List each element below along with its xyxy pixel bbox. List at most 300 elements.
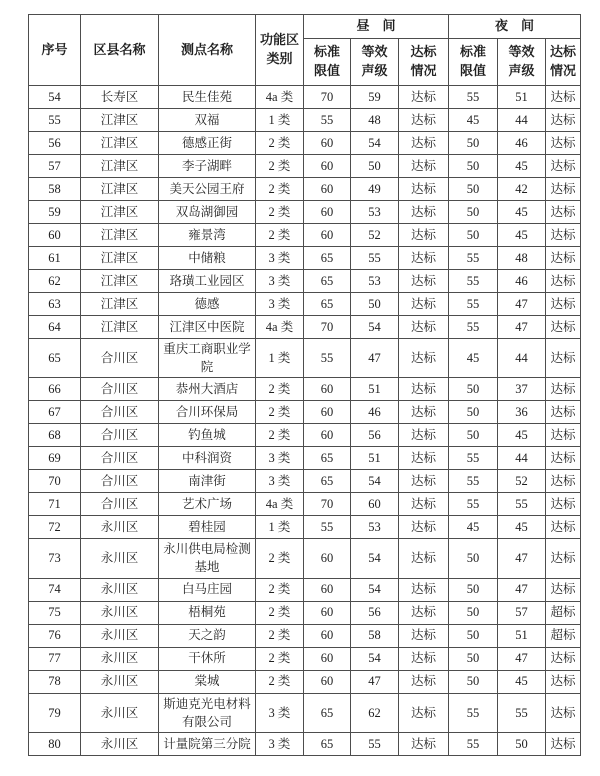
table-row xyxy=(29,647,581,670)
cell-day-limit: 70 xyxy=(304,86,351,109)
cell-day-level: 48 xyxy=(351,109,399,132)
cell-day-level: 60 xyxy=(351,493,399,516)
cell-day-status: 达标 xyxy=(399,470,449,493)
cell-site: 恭州大酒店 xyxy=(159,378,256,401)
cell-district: 江津区 xyxy=(81,316,159,339)
cell-night-limit: 55 xyxy=(449,447,498,470)
cell-category: 2 类 xyxy=(256,378,304,401)
cell-day-limit: 65 xyxy=(304,270,351,293)
cell-seq: 60 xyxy=(29,224,81,247)
header-night-level: 等效 声级 xyxy=(498,39,546,86)
table-row xyxy=(29,201,581,224)
cell-district: 合川区 xyxy=(81,424,159,447)
table-row xyxy=(29,86,581,109)
cell-site: 美天公园王府 xyxy=(159,178,256,201)
cell-category: 1 类 xyxy=(256,339,304,378)
cell-day-level: 53 xyxy=(351,516,399,539)
cell-day-level: 47 xyxy=(351,670,399,693)
table-row xyxy=(29,224,581,247)
cell-night-limit: 50 xyxy=(449,601,498,624)
cell-day-level: 54 xyxy=(351,132,399,155)
cell-day-level: 49 xyxy=(351,178,399,201)
cell-district: 永川区 xyxy=(81,516,159,539)
cell-day-limit: 60 xyxy=(304,155,351,178)
cell-night-status: 达标 xyxy=(546,732,581,755)
cell-day-limit: 55 xyxy=(304,109,351,132)
cell-night-level: 45 xyxy=(498,201,546,224)
cell-night-status: 达标 xyxy=(546,447,581,470)
cell-district: 合川区 xyxy=(81,447,159,470)
header-day-level: 等效 声级 xyxy=(351,39,399,86)
cell-night-limit: 45 xyxy=(449,516,498,539)
cell-night-status: 达标 xyxy=(546,516,581,539)
cell-day-status: 达标 xyxy=(399,578,449,601)
cell-district: 永川区 xyxy=(81,578,159,601)
header-night-status: 达标 情况 xyxy=(546,39,581,86)
cell-category: 3 类 xyxy=(256,247,304,270)
cell-day-level: 54 xyxy=(351,316,399,339)
cell-district: 合川区 xyxy=(81,493,159,516)
cell-day-limit: 65 xyxy=(304,447,351,470)
cell-night-limit: 55 xyxy=(449,316,498,339)
table-row xyxy=(29,539,581,578)
cell-day-level: 47 xyxy=(351,339,399,378)
cell-day-status: 达标 xyxy=(399,132,449,155)
cell-day-level: 58 xyxy=(351,624,399,647)
cell-day-level: 54 xyxy=(351,470,399,493)
cell-site: 永川供电局检测基地 xyxy=(159,539,256,578)
table-row xyxy=(29,155,581,178)
cell-category: 3 类 xyxy=(256,693,304,732)
cell-night-level: 47 xyxy=(498,293,546,316)
cell-night-status: 达标 xyxy=(546,670,581,693)
cell-category: 2 类 xyxy=(256,224,304,247)
cell-night-limit: 50 xyxy=(449,424,498,447)
cell-day-limit: 60 xyxy=(304,601,351,624)
table-row xyxy=(29,293,581,316)
cell-site: 中储粮 xyxy=(159,247,256,270)
cell-night-level: 52 xyxy=(498,470,546,493)
cell-site: 德感 xyxy=(159,293,256,316)
cell-day-status: 达标 xyxy=(399,670,449,693)
cell-category: 1 类 xyxy=(256,109,304,132)
cell-district: 永川区 xyxy=(81,624,159,647)
cell-category: 2 类 xyxy=(256,601,304,624)
cell-night-status: 达标 xyxy=(546,470,581,493)
cell-night-status: 达标 xyxy=(546,224,581,247)
cell-night-status: 达标 xyxy=(546,155,581,178)
cell-site: 双岛湖御园 xyxy=(159,201,256,224)
cell-night-limit: 50 xyxy=(449,647,498,670)
cell-day-limit: 60 xyxy=(304,670,351,693)
table-row xyxy=(29,447,581,470)
cell-night-status: 达标 xyxy=(546,132,581,155)
cell-day-level: 56 xyxy=(351,424,399,447)
header-row-top xyxy=(29,15,581,39)
cell-seq: 72 xyxy=(29,516,81,539)
cell-day-level: 56 xyxy=(351,601,399,624)
table-row xyxy=(29,339,581,378)
header-nighttime: 夜 间 xyxy=(449,15,581,39)
cell-day-limit: 60 xyxy=(304,624,351,647)
cell-site: 合川环保局 xyxy=(159,401,256,424)
cell-site: 钓鱼城 xyxy=(159,424,256,447)
cell-night-limit: 50 xyxy=(449,178,498,201)
cell-district: 永川区 xyxy=(81,647,159,670)
cell-day-limit: 60 xyxy=(304,424,351,447)
cell-day-status: 达标 xyxy=(399,493,449,516)
cell-district: 江津区 xyxy=(81,247,159,270)
cell-night-status: 达标 xyxy=(546,293,581,316)
cell-site: 白马庄园 xyxy=(159,578,256,601)
noise-monitoring-table-container xyxy=(28,14,580,756)
cell-day-status: 达标 xyxy=(399,401,449,424)
cell-district: 江津区 xyxy=(81,224,159,247)
cell-night-level: 46 xyxy=(498,270,546,293)
cell-night-level: 36 xyxy=(498,401,546,424)
cell-day-limit: 60 xyxy=(304,178,351,201)
cell-category: 2 类 xyxy=(256,578,304,601)
cell-night-limit: 55 xyxy=(449,247,498,270)
cell-category: 2 类 xyxy=(256,647,304,670)
cell-district: 江津区 xyxy=(81,155,159,178)
header-daytime: 昼 间 xyxy=(304,15,449,39)
table-row xyxy=(29,732,581,755)
cell-category: 3 类 xyxy=(256,293,304,316)
cell-day-status: 达标 xyxy=(399,316,449,339)
cell-site: 南津街 xyxy=(159,470,256,493)
cell-day-level: 59 xyxy=(351,86,399,109)
cell-night-level: 45 xyxy=(498,224,546,247)
cell-site: 重庆工商职业学院 xyxy=(159,339,256,378)
cell-district: 永川区 xyxy=(81,601,159,624)
cell-day-status: 达标 xyxy=(399,86,449,109)
cell-category: 4a 类 xyxy=(256,316,304,339)
cell-day-status: 达标 xyxy=(399,155,449,178)
cell-day-limit: 70 xyxy=(304,316,351,339)
cell-seq: 76 xyxy=(29,624,81,647)
cell-night-limit: 50 xyxy=(449,578,498,601)
cell-night-level: 45 xyxy=(498,516,546,539)
cell-day-status: 达标 xyxy=(399,647,449,670)
cell-day-status: 达标 xyxy=(399,178,449,201)
header-night-limit: 标准 限值 xyxy=(449,39,498,86)
cell-night-limit: 50 xyxy=(449,378,498,401)
cell-night-status: 达标 xyxy=(546,493,581,516)
cell-night-level: 44 xyxy=(498,339,546,378)
table-row xyxy=(29,578,581,601)
cell-seq: 74 xyxy=(29,578,81,601)
cell-night-level: 45 xyxy=(498,155,546,178)
cell-category: 3 类 xyxy=(256,270,304,293)
cell-night-status: 达标 xyxy=(546,270,581,293)
cell-day-limit: 60 xyxy=(304,201,351,224)
cell-night-limit: 55 xyxy=(449,293,498,316)
cell-day-level: 54 xyxy=(351,578,399,601)
cell-day-level: 50 xyxy=(351,155,399,178)
cell-day-limit: 65 xyxy=(304,247,351,270)
cell-night-level: 57 xyxy=(498,601,546,624)
cell-night-level: 44 xyxy=(498,109,546,132)
cell-seq: 66 xyxy=(29,378,81,401)
cell-seq: 69 xyxy=(29,447,81,470)
cell-category: 1 类 xyxy=(256,516,304,539)
cell-night-limit: 45 xyxy=(449,339,498,378)
cell-night-limit: 50 xyxy=(449,401,498,424)
cell-night-limit: 50 xyxy=(449,670,498,693)
cell-night-status: 达标 xyxy=(546,201,581,224)
cell-night-limit: 55 xyxy=(449,732,498,755)
cell-day-level: 52 xyxy=(351,224,399,247)
cell-category: 2 类 xyxy=(256,424,304,447)
cell-day-level: 51 xyxy=(351,447,399,470)
cell-day-level: 55 xyxy=(351,732,399,755)
cell-seq: 55 xyxy=(29,109,81,132)
cell-day-level: 62 xyxy=(351,693,399,732)
cell-night-status: 达标 xyxy=(546,378,581,401)
table-row xyxy=(29,493,581,516)
table-row xyxy=(29,109,581,132)
cell-day-limit: 60 xyxy=(304,401,351,424)
cell-seq: 58 xyxy=(29,178,81,201)
cell-district: 江津区 xyxy=(81,178,159,201)
cell-district: 江津区 xyxy=(81,132,159,155)
cell-site: 计量院第三分院 xyxy=(159,732,256,755)
cell-seq: 67 xyxy=(29,401,81,424)
cell-day-limit: 55 xyxy=(304,339,351,378)
cell-site: 碧桂园 xyxy=(159,516,256,539)
cell-district: 合川区 xyxy=(81,339,159,378)
cell-day-limit: 60 xyxy=(304,578,351,601)
table-row xyxy=(29,693,581,732)
cell-night-status: 达标 xyxy=(546,539,581,578)
cell-day-limit: 60 xyxy=(304,132,351,155)
cell-district: 江津区 xyxy=(81,109,159,132)
cell-seq: 78 xyxy=(29,670,81,693)
cell-day-level: 54 xyxy=(351,539,399,578)
cell-seq: 77 xyxy=(29,647,81,670)
table-row xyxy=(29,516,581,539)
cell-day-level: 55 xyxy=(351,247,399,270)
cell-seq: 70 xyxy=(29,470,81,493)
cell-night-level: 50 xyxy=(498,732,546,755)
cell-night-level: 44 xyxy=(498,447,546,470)
cell-day-limit: 65 xyxy=(304,293,351,316)
cell-night-status: 达标 xyxy=(546,178,581,201)
cell-night-status: 达标 xyxy=(546,647,581,670)
cell-day-level: 46 xyxy=(351,401,399,424)
table-row xyxy=(29,624,581,647)
cell-night-level: 45 xyxy=(498,424,546,447)
cell-seq: 79 xyxy=(29,693,81,732)
cell-night-limit: 50 xyxy=(449,624,498,647)
cell-day-limit: 65 xyxy=(304,470,351,493)
cell-day-status: 达标 xyxy=(399,447,449,470)
cell-category: 2 类 xyxy=(256,155,304,178)
cell-night-level: 42 xyxy=(498,178,546,201)
table-row xyxy=(29,670,581,693)
cell-seq: 54 xyxy=(29,86,81,109)
cell-district: 江津区 xyxy=(81,270,159,293)
table-row xyxy=(29,601,581,624)
cell-category: 2 类 xyxy=(256,670,304,693)
cell-day-status: 达标 xyxy=(399,624,449,647)
cell-site: 棠城 xyxy=(159,670,256,693)
cell-day-status: 达标 xyxy=(399,270,449,293)
cell-night-limit: 55 xyxy=(449,470,498,493)
cell-day-limit: 65 xyxy=(304,693,351,732)
cell-night-status: 超标 xyxy=(546,601,581,624)
cell-night-level: 37 xyxy=(498,378,546,401)
cell-seq: 64 xyxy=(29,316,81,339)
table-row xyxy=(29,270,581,293)
cell-site: 雍景湾 xyxy=(159,224,256,247)
table-row xyxy=(29,424,581,447)
cell-seq: 62 xyxy=(29,270,81,293)
cell-site: 德感正街 xyxy=(159,132,256,155)
cell-night-limit: 50 xyxy=(449,201,498,224)
cell-day-status: 达标 xyxy=(399,378,449,401)
table-row xyxy=(29,178,581,201)
cell-category: 4a 类 xyxy=(256,493,304,516)
table-row xyxy=(29,401,581,424)
cell-district: 永川区 xyxy=(81,732,159,755)
table-header xyxy=(29,15,581,86)
cell-night-status: 达标 xyxy=(546,693,581,732)
cell-seq: 71 xyxy=(29,493,81,516)
cell-category: 2 类 xyxy=(256,539,304,578)
cell-district: 合川区 xyxy=(81,470,159,493)
cell-day-level: 54 xyxy=(351,647,399,670)
cell-night-level: 51 xyxy=(498,86,546,109)
cell-district: 合川区 xyxy=(81,401,159,424)
cell-night-level: 47 xyxy=(498,539,546,578)
cell-category: 3 类 xyxy=(256,732,304,755)
cell-night-status: 达标 xyxy=(546,424,581,447)
cell-site: 斯迪克光电材料有限公司 xyxy=(159,693,256,732)
cell-seq: 59 xyxy=(29,201,81,224)
cell-night-status: 达标 xyxy=(546,401,581,424)
cell-category: 2 类 xyxy=(256,624,304,647)
cell-site: 梧桐苑 xyxy=(159,601,256,624)
cell-seq: 73 xyxy=(29,539,81,578)
header-seq: 序号 xyxy=(29,15,81,86)
cell-night-limit: 55 xyxy=(449,86,498,109)
table-row xyxy=(29,132,581,155)
cell-seq: 80 xyxy=(29,732,81,755)
table-row xyxy=(29,378,581,401)
cell-night-level: 46 xyxy=(498,132,546,155)
cell-seq: 65 xyxy=(29,339,81,378)
cell-night-limit: 55 xyxy=(449,693,498,732)
cell-district: 江津区 xyxy=(81,293,159,316)
cell-night-status: 达标 xyxy=(546,86,581,109)
noise-monitoring-table xyxy=(28,14,581,756)
cell-day-level: 53 xyxy=(351,270,399,293)
cell-seq: 75 xyxy=(29,601,81,624)
cell-district: 长寿区 xyxy=(81,86,159,109)
cell-night-limit: 50 xyxy=(449,224,498,247)
cell-night-status: 超标 xyxy=(546,624,581,647)
cell-site: 民生佳苑 xyxy=(159,86,256,109)
header-category: 功能区 类别 xyxy=(256,15,304,86)
cell-night-status: 达标 xyxy=(546,316,581,339)
cell-night-status: 达标 xyxy=(546,339,581,378)
cell-day-level: 51 xyxy=(351,378,399,401)
cell-day-status: 达标 xyxy=(399,339,449,378)
cell-site: 艺术广场 xyxy=(159,493,256,516)
cell-site: 中科润资 xyxy=(159,447,256,470)
cell-night-limit: 50 xyxy=(449,155,498,178)
cell-site: 天之韵 xyxy=(159,624,256,647)
cell-night-level: 45 xyxy=(498,670,546,693)
cell-seq: 56 xyxy=(29,132,81,155)
cell-district: 永川区 xyxy=(81,693,159,732)
cell-day-status: 达标 xyxy=(399,539,449,578)
header-site: 测点名称 xyxy=(159,15,256,86)
cell-day-limit: 60 xyxy=(304,378,351,401)
table-body xyxy=(29,86,581,756)
cell-day-limit: 55 xyxy=(304,516,351,539)
cell-site: 干休所 xyxy=(159,647,256,670)
cell-day-limit: 70 xyxy=(304,493,351,516)
cell-night-level: 55 xyxy=(498,493,546,516)
cell-night-limit: 55 xyxy=(449,493,498,516)
cell-night-status: 达标 xyxy=(546,578,581,601)
cell-night-limit: 50 xyxy=(449,539,498,578)
cell-night-level: 47 xyxy=(498,647,546,670)
cell-seq: 68 xyxy=(29,424,81,447)
cell-seq: 57 xyxy=(29,155,81,178)
cell-night-limit: 55 xyxy=(449,270,498,293)
cell-site: 双福 xyxy=(159,109,256,132)
cell-day-status: 达标 xyxy=(399,732,449,755)
cell-seq: 61 xyxy=(29,247,81,270)
cell-site: 李子湖畔 xyxy=(159,155,256,178)
cell-district: 江津区 xyxy=(81,201,159,224)
cell-day-status: 达标 xyxy=(399,201,449,224)
cell-site: 珞璜工业园区 xyxy=(159,270,256,293)
cell-night-level: 48 xyxy=(498,247,546,270)
cell-day-limit: 60 xyxy=(304,539,351,578)
cell-district: 永川区 xyxy=(81,670,159,693)
cell-day-status: 达标 xyxy=(399,247,449,270)
cell-day-level: 50 xyxy=(351,293,399,316)
cell-day-status: 达标 xyxy=(399,601,449,624)
cell-district: 合川区 xyxy=(81,378,159,401)
cell-night-limit: 50 xyxy=(449,132,498,155)
header-day-status: 达标 情况 xyxy=(399,39,449,86)
cell-day-limit: 60 xyxy=(304,224,351,247)
cell-night-level: 55 xyxy=(498,693,546,732)
cell-night-limit: 45 xyxy=(449,109,498,132)
cell-day-level: 53 xyxy=(351,201,399,224)
cell-night-level: 51 xyxy=(498,624,546,647)
cell-night-level: 47 xyxy=(498,316,546,339)
cell-day-status: 达标 xyxy=(399,424,449,447)
header-district: 区县名称 xyxy=(81,15,159,86)
cell-day-status: 达标 xyxy=(399,109,449,132)
cell-night-status: 达标 xyxy=(546,109,581,132)
table-row xyxy=(29,470,581,493)
cell-seq: 63 xyxy=(29,293,81,316)
cell-district: 永川区 xyxy=(81,539,159,578)
header-day-limit: 标准 限值 xyxy=(304,39,351,86)
table-row xyxy=(29,316,581,339)
cell-category: 2 类 xyxy=(256,178,304,201)
cell-day-limit: 65 xyxy=(304,732,351,755)
cell-night-level: 47 xyxy=(498,578,546,601)
